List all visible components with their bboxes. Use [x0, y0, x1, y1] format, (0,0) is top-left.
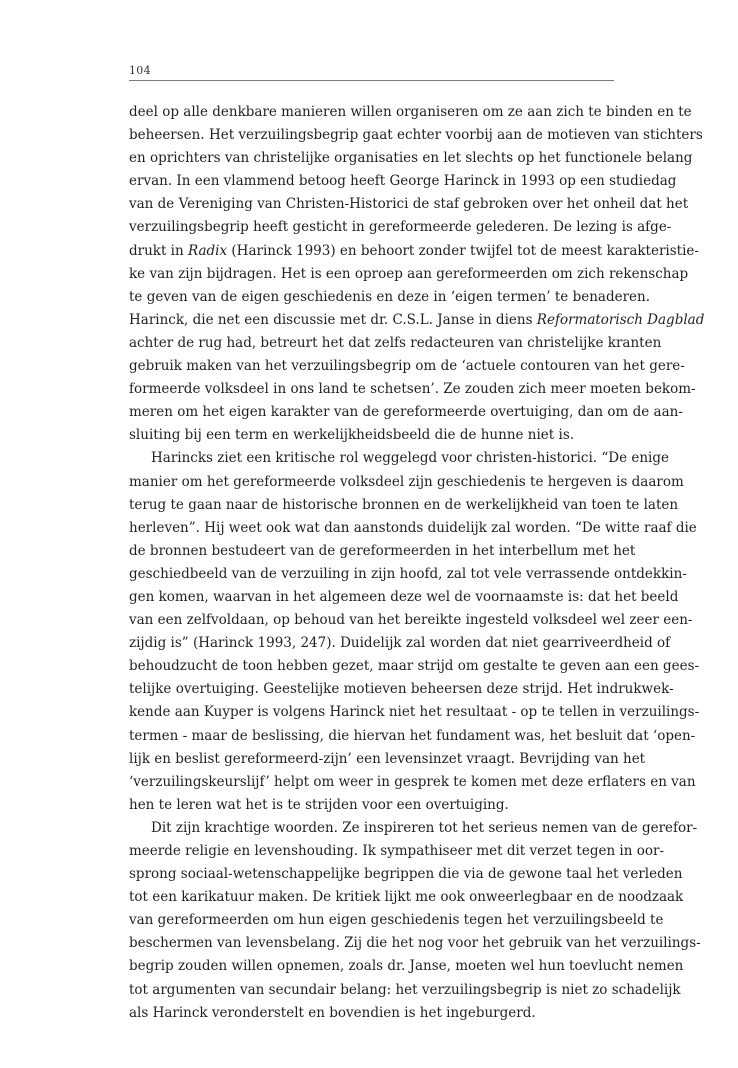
text-line: kende aan Kuyper is volgens Harinck niet het resultaat - op te tellen in verzuilings-	[129, 704, 700, 721]
text-line: zijdig is” (Harinck 1993, 247). Duidelijk zal worden dat niet gearriveerdheid of	[129, 635, 671, 652]
paragraph-1	[129, 101, 705, 447]
text-line	[129, 240, 699, 263]
text-line: terug te gaan naar de historische bronnen en de werkelijkheid van toen te laten	[129, 496, 679, 513]
text-line: termen - maar de beslissing, die hiervan het fundament was, het besluit dat ‘open-	[129, 727, 696, 744]
text-line: als Harinck veronderstelt en bovendien is het ingeburgerd.	[129, 1004, 536, 1021]
text-line: behoudzucht de toon hebben gezet, maar strijd om gestalte te geven aan een gees-	[129, 658, 700, 675]
text-line: manier om het gereformeerde volksdeel zijn geschiedenis te hergeven is daarom	[129, 473, 684, 490]
text-line: verzuilingsbegrip heeft gesticht in gereformeerde gelederen. De lezing is afge-	[129, 219, 672, 236]
paragraph-2	[129, 447, 700, 817]
text-line: deel op alle denkbare manieren willen organiseren om ze aan zich te binden en te	[129, 104, 692, 120]
text-line: formeerde volksdeel in ons land te schetsen’. Ze zouden zich meer moeten bekom-	[129, 381, 696, 398]
text-line: meerde religie en levenshouding. Ik sympathiseer met dit verzet tegen in oor-	[129, 843, 665, 859]
text-line: herleven”. Hij weet ook wat dan aanstonds duidelijk zal worden. “De witte raaf die	[129, 519, 697, 536]
text-line: Harincks ziet een kritische rol weggelegd voor christen-historici. “De enige	[151, 450, 670, 467]
body-text	[129, 101, 705, 1025]
text-line: begrip zouden willen opnemen, zoals dr. Janse, moeten wel hun toevlucht nemen	[129, 958, 684, 975]
text-run: drukt in	[129, 242, 188, 259]
text-line: ‘verzuilingskeurslijf’ helpt om weer in gesprek te komen met deze erflaters en van	[129, 773, 696, 790]
italic-title: Reformatorisch Dagblad	[536, 311, 705, 328]
text-run: Harinck, die net een discussie met dr. C.S.L. Janse in diens	[129, 311, 537, 328]
text-line: ke van zijn bijdragen. Het is een oproep aan gereformeerden om zich rekenschap	[129, 265, 689, 282]
text-line: hen te leren wat het is te strijden voor een overtuiging.	[129, 796, 509, 813]
page-number: 104	[129, 64, 151, 77]
text-line: sluiting bij een term en werkelijkheidsbeeld die de hunne niet is.	[129, 427, 575, 444]
text-line: te geven van de eigen geschiedenis en deze in ‘eigen termen’ te benaderen.	[129, 288, 651, 305]
text-line: lijk en beslist gereformeerd-zijn’ een levensinzet vraagt. Bevrijding van het	[129, 750, 646, 767]
text-line: beschermen van levensbelang. Zij die het nog voor het gebruik van het verzuilings-	[129, 935, 701, 952]
italic-title: Radix	[188, 242, 228, 259]
text-line: van de Vereniging van Christen-Historici de staf gebroken over het onheil dat het	[129, 196, 689, 213]
text-line: de bronnen bestudeert van de gereformeerden in het interbellum met het	[129, 542, 636, 559]
text-line: en oprichters van christelijke organisaties en let slechts op het functionele belang	[129, 150, 693, 167]
text-line: sprong sociaal-wetenschappelijke begrippen die via de gewone taal het verleden	[129, 866, 683, 883]
text-line: van gereformeerden om hun eigen geschiedenis tegen het verzuilingsbeeld te	[129, 912, 664, 929]
text-run: (Harinck 1993) en behoort zonder twijfel tot de meest karakteristie-	[227, 242, 699, 259]
text-line: van een zelfvoldaan, op behoud van het bereikte ingesteld volksdeel wel zeer een-	[129, 612, 693, 629]
text-line: gen komen, waarvan in het algemeen deze wel de voornaamste is: dat het beeld	[129, 588, 679, 605]
paragraph-3	[129, 817, 701, 1025]
text-line: tot een karikatuur maken. De kritiek lijkt me ook onweerlegbaar en de noodzaak	[129, 889, 684, 906]
text-line: Dit zijn krachtige woorden. Ze inspireren tot het serieus nemen van de gerefor-	[151, 819, 698, 836]
text-line: telijke overtuiging. Geestelijke motieven beheersen deze strijd. Het indrukwek-	[129, 681, 674, 698]
text-line: geschiedbeeld van de verzuiling in zijn hoofd, zal tot vele verrassende ontdekkin-	[129, 565, 687, 582]
text-line: gebruik maken van het verzuilingsbegrip om de ‘actuele contouren van het gere-	[129, 358, 685, 375]
text-line	[129, 309, 705, 332]
text-line: beheersen. Het verzuilingsbegrip gaat echter voorbij aan de motieven van stichters	[129, 127, 703, 144]
running-header	[129, 62, 614, 81]
text-line: tot argumenten van secundair belang: het verzuilingsbegrip is niet zo schadelijk	[129, 981, 681, 998]
text-line: meren om het eigen karakter van de gereformeerde overtuiging, dan om de aan-	[129, 404, 683, 421]
text-line: achter de rug had, betreurt het dat zelfs redacteuren van christelijke kranten	[129, 334, 662, 351]
text-line: ervan. In een vlammend betoog heeft George Harinck in 1993 op een studiedag	[129, 173, 677, 190]
